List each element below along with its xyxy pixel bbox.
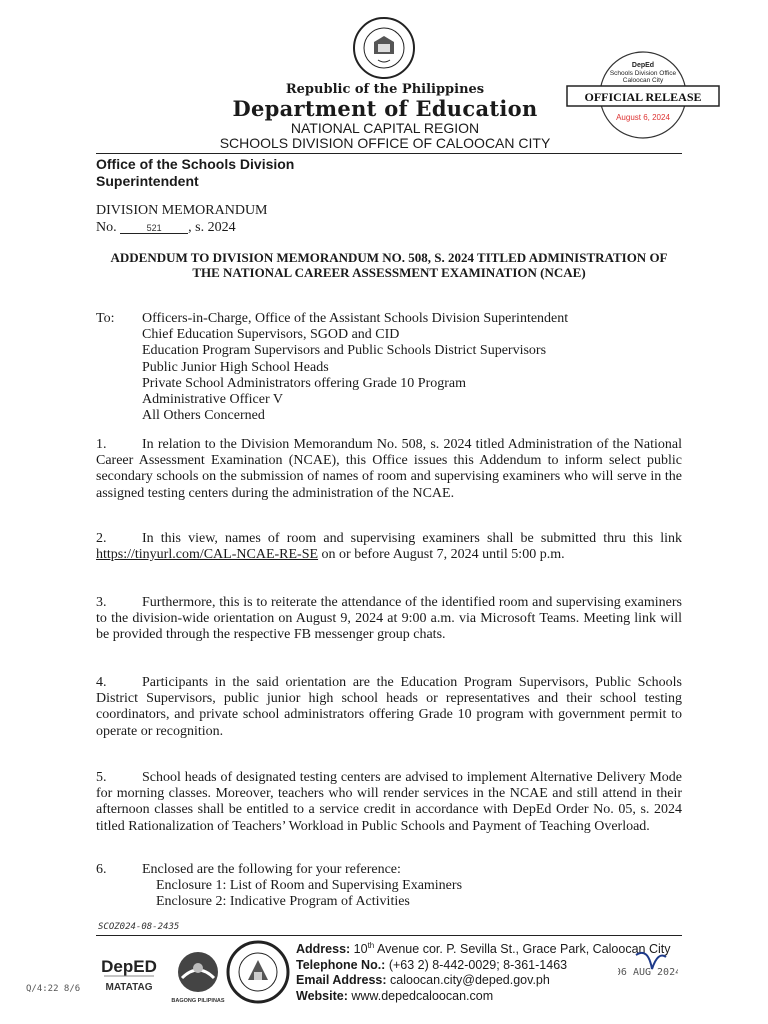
website-line [296, 989, 670, 1005]
paragraph-3 [96, 595, 682, 644]
paragraph-4 [96, 675, 682, 740]
paragraph-text: Furthermore, this is to reiterate the attendance of the identified room and supervising examiners to the division-wide orientation on August 9, 2024 at 9:00 a.m. via Microsoft Teams. Meeting link will be provided through the respective FB messenger group chats. [96, 595, 682, 643]
memo-title: ADDENDUM TO DIVISION MEMORANDUM NO. 508, S. 2024 TITLED ADMINISTRATION OF THE NATIONAL CAREER ASSESSMENT EXAMINATION (NCAE) [110, 250, 668, 280]
paragraph-text: on or before August 7, 2024 until 5:00 p.m. [321, 547, 565, 563]
deped-matatag-logo [94, 950, 164, 1000]
email-line [296, 973, 670, 989]
paragraph-number: 2. [96, 531, 107, 546]
memo-heading: DIVISION MEMORANDUM [96, 203, 268, 218]
list-item: Officers-in-Charge, Office of the Assistant Schools Division Superintendent [142, 311, 569, 326]
enclosure-2: Enclosure 2: Indicative Program of Activities [156, 894, 410, 910]
region-heading: NATIONAL CAPITAL REGION [290, 120, 480, 136]
list-item: Chief Education Supervisors, SGOD and CID [142, 327, 400, 343]
control-number: SCOZ024-08-2435 [98, 922, 180, 932]
paragraph-6 [142, 862, 462, 911]
list-item: All Others Concerned [142, 408, 265, 424]
list-item: Private School Administrators offering Grade 10 Program [142, 375, 467, 391]
to-label: To: [96, 311, 115, 326]
list-item: Public Junior High School Heads [142, 359, 329, 375]
paragraph-1 [96, 437, 682, 502]
logo-deped-text: DepED [101, 957, 157, 976]
paragraph-5 [96, 770, 682, 835]
division-office-heading: SCHOOLS DIVISION OFFICE OF CALOOCAN CITY [219, 135, 551, 151]
paragraph-number: 1. [96, 437, 107, 452]
office-line2: Superintendent [96, 173, 199, 189]
paragraph-number: 5. [96, 770, 107, 785]
paragraph-text: Participants in the said orientation are the Education Program Supervisors, Public Schools District Supervisors, public junior high school heads or representatives and their school testing coordinators, and private school administrators offering Grade 10 program with government permit to operate or recognition. [96, 675, 682, 739]
paragraph-number: 4. [96, 675, 107, 690]
logo-bagong-text: BAGONG PILIPINAS [171, 998, 225, 1004]
list-item: Administrative Officer V [142, 392, 284, 408]
website-value[interactable]: www.depedcaloocan.com [351, 988, 494, 1003]
header-divider [96, 153, 682, 154]
stamp-line2: Schools Division Office [609, 70, 677, 77]
telephone-value: (+63 2) 8-442-0029; 8-361-1463 [388, 957, 568, 972]
email-value[interactable]: caloocan.city@deped.gov.ph [390, 973, 550, 988]
paragraph-text: School heads of designated testing centers are advised to implement Alternative Delivery Mode for morning classes. Moreover, teachers who will render services in the NCAE and still attend in their afternoon classes shall be entitled to a service credit in accordance with DepEd Order No. 05, s. 2024 titled Rationalization of Teachers’ Workload in Public Schools and Payment of Teaching Overload. [96, 770, 682, 834]
paragraph-text: In this view, names of room and supervising examiners shall be submitted thru this link [142, 531, 682, 546]
paragraph-text: Enclosed are the following for your reference: [142, 862, 401, 877]
enclosure-1: Enclosure 1: List of Room and Supervising Examiners [156, 878, 463, 894]
paragraph-text: In relation to the Division Memorandum No. 508, s. 2024 titled Administration of the National Career Assessment Examination (NCAE), this Office issues this Addendum to inform select public secondary schools on the submission of names of room and supervising examiners who will serve in the assigned testing centers during the administration of the NCAE. [96, 437, 682, 501]
sdo-caloocan-seal-icon [226, 940, 290, 1004]
logo-matatag-text: MATATAG [105, 982, 153, 993]
memo-no-value: 521 [120, 220, 188, 234]
stamp-date: August 6, 2024 [616, 113, 670, 122]
received-date: 06 AUG 2024 [618, 967, 678, 978]
bagong-pilipinas-logo [168, 948, 228, 1006]
republic-heading: Republic of the Philippines [285, 82, 485, 97]
recipient-list [142, 311, 568, 424]
memo-no-label: No. [96, 220, 117, 235]
email-label: Email Address: [296, 973, 387, 988]
telephone-line [296, 958, 670, 974]
memo-series: , s. 2024 [188, 220, 236, 235]
website-label: Website: [296, 988, 348, 1003]
paragraph-2 [96, 531, 682, 563]
margin-note: Q/4:22 8/6 [26, 984, 81, 994]
deped-seal-icon [352, 16, 416, 80]
paragraph-number: 3. [96, 595, 107, 610]
office-line1: Office of the Schools Division [96, 156, 295, 172]
address-label: Address: [296, 942, 351, 957]
contact-block [296, 938, 670, 1005]
address-text: Avenue cor. P. Sevilla St., Grace Park, Caloocan City [377, 942, 671, 957]
stamp-line3: Caloocan City [622, 77, 664, 84]
paragraph-number: 6. [96, 862, 107, 877]
stamp-label: OFFICIAL RELEASE [584, 90, 702, 104]
stamp-line1: DepEd [631, 62, 655, 69]
official-release-stamp [563, 50, 723, 140]
address-suffix: th [367, 941, 375, 950]
address-number: 10 [353, 942, 368, 957]
footer-divider [96, 935, 682, 936]
telephone-label: Telephone No.: [296, 957, 386, 972]
address-line [296, 938, 670, 958]
received-stamp [618, 945, 678, 985]
office-heading [96, 156, 294, 190]
submission-link[interactable]: https://tinyurl.com/CAL-NCAE-RE-SE [96, 547, 319, 563]
memo-number-block [96, 202, 268, 236]
list-item: Education Program Supervisors and Public Schools District Supervisors [142, 343, 547, 359]
department-heading: Department of Education [232, 96, 538, 121]
